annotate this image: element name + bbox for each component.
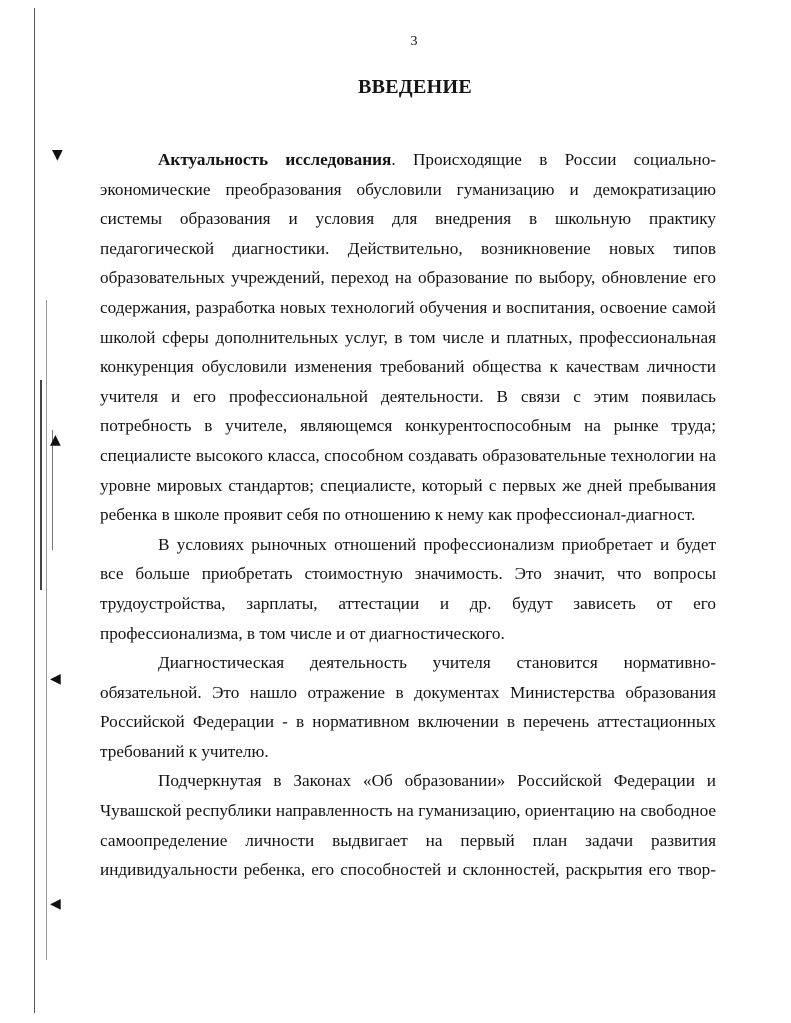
scan-edge-line: [46, 300, 47, 960]
paragraph-lead: Актуальность исследования: [158, 150, 392, 169]
paragraph-text: Подчеркнутая в Законах «Об образовании» Российской Федерации и Чувашской республики направленность на гуманизацию, ориентацию на свободное самоопределение личности выдвигает на первый план задачи развития индивидуальности ребенка, его способностей и склонностей, раскрытия его твор-: [100, 771, 716, 880]
paragraph-text: В условиях рыночных отношений профессионализм приобретает и будет все больше приобретать стоимостную значимость. Это значит, что вопросы трудоустройства, зарплаты, аттестации и др. будут зависеть от его профессионализма, в том числе и от диагностического.: [100, 534, 716, 643]
pin-mark-icon: ▼: [52, 147, 63, 163]
pin-mark-icon: ◀: [50, 896, 61, 912]
scan-edge-line: [40, 380, 42, 590]
pin-mark-icon: ◀: [50, 671, 61, 687]
paragraph-text: . Происходящие в России социально-экономические преобразования обусловили гуманизацию и демократизацию системы образования и условия для внедрения в школьную практику педагогической диагностики. Действительно, возникновение новых типов образовательных учреждений, переход на образование по выбору, обновление его содержания, разработка новых технологий обучения и воспитания, освоение самой школой сферы дополнительных услуг, в том числе и платных, профессиональная конкуренция обусловили изменения требований общества к качествам личности учителя и его профессиональной деятельности. В связи с этим появилась потребность в учителе, являющемся конкурентоспособным на рынке труда; специалисте высокого класса, способном создавать образовательные технологии на уровне мировых стандартов; специалисте, который с первых же дней пребывания ребенка в школе проявит себя по отношению к нему как профессионал-диагност.: [100, 150, 717, 525]
paragraph-text: Диагностическая деятельность учителя становится нормативно-обязательной. Это нашло отражение в документах Министерства образования Российской Федерации - в нормативном включении в перечень аттестационных требований к учителю.: [100, 653, 716, 761]
pin-mark-icon: ▲: [50, 432, 61, 448]
page-number: 3: [410, 34, 418, 49]
scan-edge-line: [34, 8, 35, 1013]
body-text: [100, 145, 716, 885]
paragraph-2: [100, 530, 716, 648]
page-title: ВВЕДЕНИЕ: [358, 76, 472, 98]
paragraph-4: [100, 766, 716, 884]
paragraph-1: [100, 145, 716, 530]
paragraph-3: [100, 648, 716, 766]
scan-edge-line: [52, 430, 53, 550]
